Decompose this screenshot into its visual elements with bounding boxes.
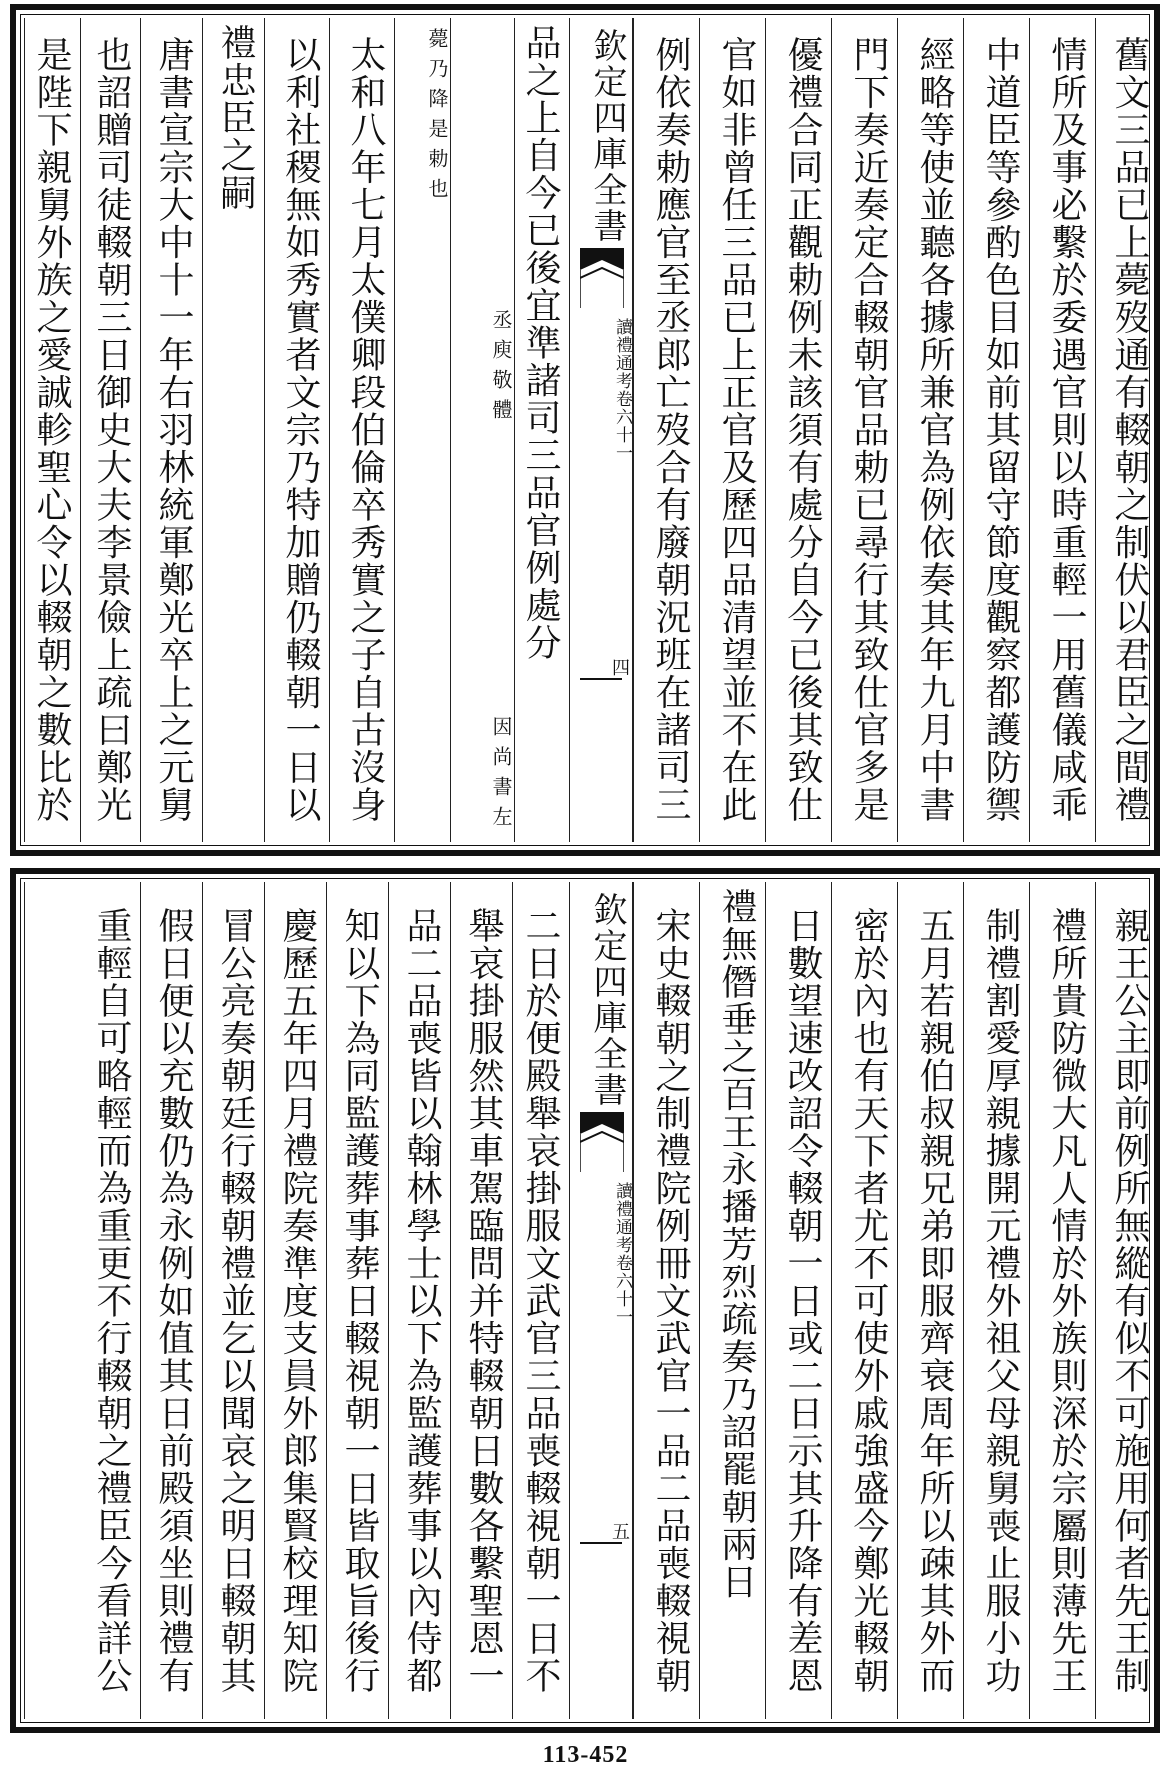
center-fold <box>569 18 633 842</box>
inline-note: 丞庾敬體 <box>489 309 513 429</box>
book-title: 欽定四庫全書 <box>587 892 627 1108</box>
annotation-column: 薨乃降是勅也 <box>394 18 450 842</box>
annotation-column <box>450 18 514 842</box>
divider <box>580 1542 622 1544</box>
volume-number: 卷六十一 <box>612 1254 632 1326</box>
book-title: 欽定四庫全書 <box>587 28 627 244</box>
text-column: 禮忠臣之嗣 <box>202 18 264 842</box>
text-column: 五月若親伯叔親兄弟即服齊衰周年所以疎其外而 <box>897 882 963 1719</box>
text-column: 中道臣等參酌色目如前其留守節度觀察都護防禦 <box>963 18 1029 842</box>
text-column: 親王公主即前例所無縱有似不可施用何者先王制 <box>1095 882 1158 1719</box>
text-column: 日數望速改詔令輟朝一日或二日示其升降有差恩 <box>765 882 831 1719</box>
fish-tail-mark-icon <box>580 1112 624 1172</box>
text-column: 唐書宣宗大中十一年右羽林統軍鄭光卒上之元舅 <box>140 18 202 842</box>
text-column: 品之上自今已後宜準諸司三品官例處分 <box>514 18 569 842</box>
divider <box>580 678 622 680</box>
page-five-panel <box>10 868 1160 1733</box>
inline-note: 因尚書左 <box>489 716 513 836</box>
center-fold <box>569 882 633 1719</box>
volume-label <box>570 1182 632 1326</box>
text-column: 也詔贈司徒輟朝三日御史大夫李景儉上疏曰鄭光 <box>80 18 140 842</box>
book-subtitle: 讀禮通考 <box>612 1182 632 1254</box>
text-column: 冒公亮奏朝廷行輟朝禮並乞以聞哀之明日輟朝其 <box>202 882 264 1719</box>
text-column: 假日便以充數仍為永例如值其日前殿須坐則禮有 <box>140 882 202 1719</box>
text-column: 太和八年七月太僕卿段伯倫卒秀實之子自古沒身 <box>329 18 394 842</box>
page-number: 四 <box>609 658 630 676</box>
text-columns <box>24 882 1150 1719</box>
text-column: 情所及事必繫於委遇官則以時重輕一用舊儀咸乖 <box>1029 18 1095 842</box>
text-column: 宋史輟朝之制禮院例冊文武官一品二品喪輟視朝 <box>633 882 699 1719</box>
text-column: 慶歷五年四月禮院奏準度支員外郎集賢校理知院 <box>264 882 326 1719</box>
text-column: 官如非曾任三品已上正官及歷四品清望並不在此 <box>699 18 765 842</box>
text-column: 禮所貴防微大凡人情於外族則深於宗屬則薄先王 <box>1029 882 1095 1719</box>
text-column: 門下奏近奏定合輟朝官品勅已尋行其致仕官多是 <box>831 18 897 842</box>
fish-tail-mark-icon <box>580 248 624 308</box>
text-column: 重輕自可略輕而為重更不行輟朝之禮臣今看詳公 <box>24 882 140 1719</box>
volume-label <box>570 318 632 462</box>
page-number: 五 <box>609 1522 630 1540</box>
text-column: 舉哀掛服然其車駕臨問并特輟朝日數各繫聖恩一 <box>450 882 512 1719</box>
text-column: 舊文三品已上薨歿通有輟朝之制伏以君臣之間禮 <box>1095 18 1158 842</box>
text-column: 二日於便殿舉哀掛服文武官三品喪輟視朝一日不 <box>512 882 569 1719</box>
text-columns <box>24 18 1150 842</box>
text-column: 品二品喪皆以翰林學士以下為監護葬事以內侍都 <box>388 882 450 1719</box>
text-column: 制禮割愛厚親據開元禮外祖父母親舅喪止服小功 <box>963 882 1029 1719</box>
page-four-panel <box>10 4 1160 856</box>
text-column: 優禮合同正觀勅例未該須有處分自今已後其致仕 <box>765 18 831 842</box>
text-column: 知以下為同監護葬事葬日輟視朝一日皆取旨後行 <box>326 882 388 1719</box>
text-column: 密於內也有天下者尤不可使外戚強盛今鄭光輟朝 <box>831 882 897 1719</box>
text-column: 例依奏勅應官至丞郎亡歿合有廢朝況班在諸司三 <box>633 18 699 842</box>
volume-number: 卷六十一 <box>612 390 632 462</box>
text-column: 經略等使並聽各據所兼官為例依奏其年九月中書 <box>897 18 963 842</box>
text-column: 以利社稷無如秀實者文宗乃特加贈仍輟朝一日以 <box>264 18 329 842</box>
text-column: 是陛下親舅外族之愛誠軫聖心令以輟朝之數比於 <box>24 18 80 842</box>
book-subtitle: 讀禮通考 <box>612 318 632 390</box>
page-code: 113-452 <box>542 1742 629 1768</box>
text-column: 禮無僭垂之百王永播芳烈疏奏乃詔罷朝兩日 <box>699 882 765 1719</box>
